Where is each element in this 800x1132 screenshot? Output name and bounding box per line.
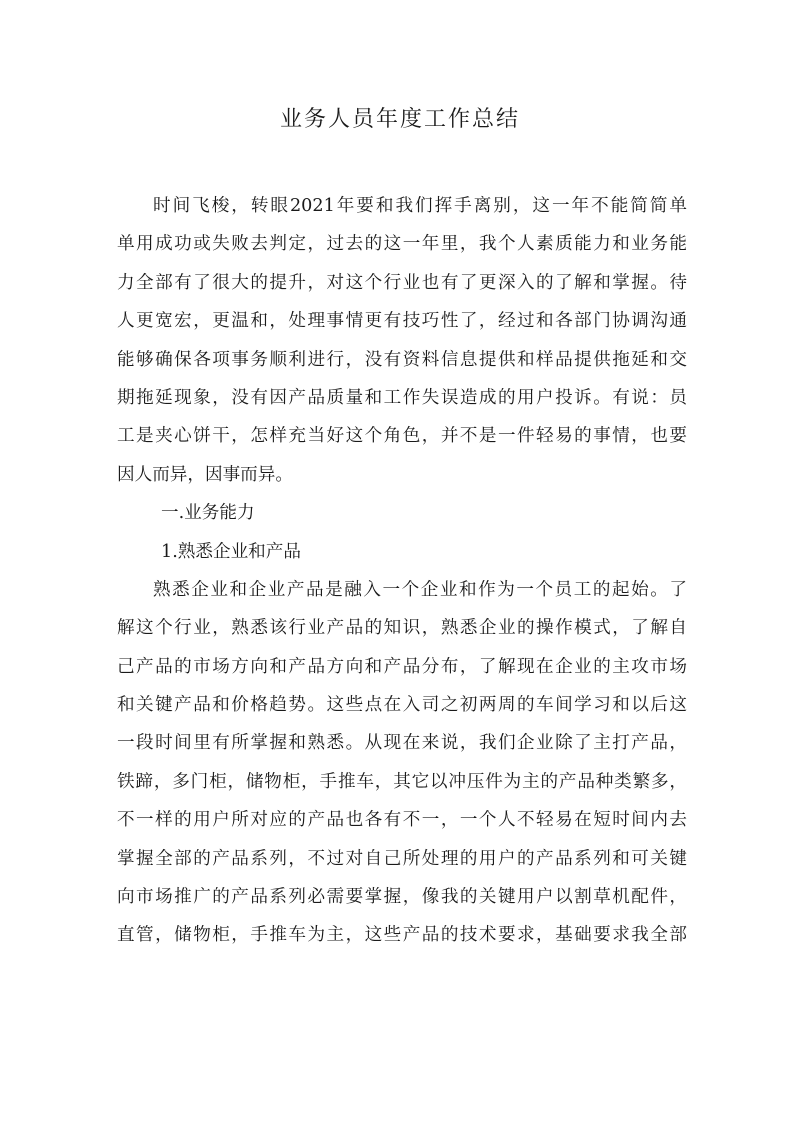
paragraph-line: 和关键产品和价格趋势。这些点在入司之初两周的车间学习和以后这: [117, 695, 687, 716]
paragraph-line: 单用成功或失败去判定，过去的这一年里，我个人素质能力和业务能: [117, 234, 687, 255]
paragraph-line: 时间飞梭，转眼2021年要和我们挥手离别，这一年不能简简单: [153, 196, 687, 216]
paragraph-line: 己产品的市场方向和产品方向和产品分布，了解现在企业的主攻市场: [117, 656, 687, 677]
document-title: 业务人员年度工作总结: [279, 107, 520, 132]
paragraph-line: 铁蹄，多门柜，储物柜，手推车，其它以冲压件为主的产品种类繁多，: [117, 771, 687, 792]
paragraph-line: 力全部有了很大的提升，对这个行业也有了更深入的了解和掌握。待: [117, 272, 687, 293]
paragraph-line: 直管，储物柜，手推车为主，这些产品的技术要求，基础要求我全部: [117, 925, 687, 946]
paragraph-line: 熟悉企业和企业产品是融入一个企业和作为一个员工的起始。了: [153, 579, 687, 600]
paragraph-line: 工是夹心饼干，怎样充当好这个角色，并不是一件轻易的事情，也要: [117, 426, 687, 447]
paragraph-line: 解这个行业，熟悉该行业产品的知识，熟悉企业的操作模式，了解自: [117, 618, 687, 639]
paragraph-line: 掌握全部的产品系列，不过对自己所处理的用户的产品系列和可关键: [117, 848, 687, 869]
paragraph-line: 人更宽宏，更温和，处理事情更有技巧性了，经过和各部门协调沟通: [117, 311, 687, 332]
subsection-heading: 1.熟悉企业和产品: [161, 541, 301, 562]
paragraph-line: 不一样的用户所对应的产品也各有不一，一个人不轻易在短时间内去: [117, 810, 687, 831]
paragraph-line: 能够确保各项事务顺利进行，没有资料信息提供和样品提供拖延和交: [117, 349, 687, 370]
paragraph-line: 向市场推广的产品系列必需要掌握，像我的关键用户以割草机配件，: [117, 887, 687, 908]
paragraph-line: 期拖延现象，没有因产品质量和工作失误造成的用户投诉。有说：员: [117, 387, 687, 408]
document-body: [117, 187, 687, 955]
paragraph-line: 因人而异，因事而异。: [117, 464, 293, 485]
paragraph-line: 一段时间里有所掌握和熟悉。从现在来说，我们企业除了主打产品，: [117, 733, 687, 754]
section-heading: 一.业务能力: [161, 503, 255, 524]
